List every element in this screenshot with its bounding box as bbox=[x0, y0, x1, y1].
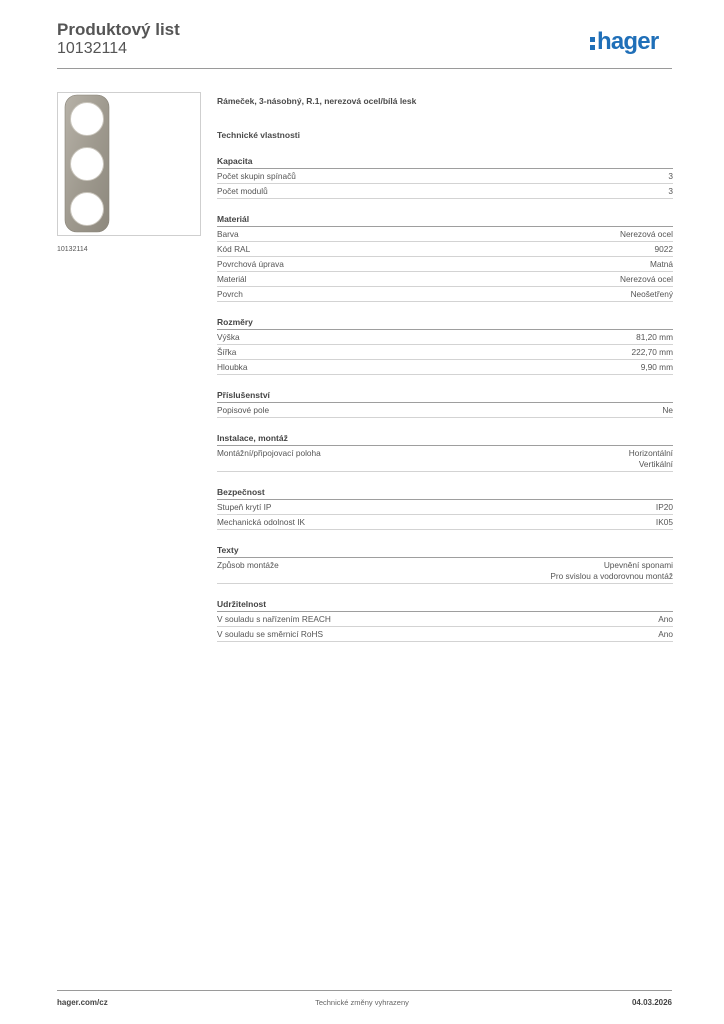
spec-value: 3 bbox=[668, 171, 673, 181]
spec-row bbox=[217, 287, 673, 302]
spec-label: Hloubka bbox=[217, 362, 248, 372]
footer-divider bbox=[57, 990, 672, 991]
section-title: Materiál bbox=[217, 214, 673, 227]
spec-row bbox=[217, 257, 673, 272]
spec-value-group bbox=[658, 629, 673, 640]
spec-value-group bbox=[631, 347, 673, 358]
spec-value-secondary: Vertikální bbox=[638, 459, 673, 469]
product-title: Rámeček, 3-násobný, R.1, nerezová ocel/bílá lesk bbox=[217, 96, 417, 106]
footer-notice: Technické změny vyhrazeny bbox=[315, 998, 409, 1007]
spec-value-group bbox=[662, 405, 673, 416]
spec-value-group bbox=[550, 560, 673, 582]
spec-row bbox=[217, 169, 673, 184]
spec-value: 81,20 mm bbox=[636, 332, 673, 342]
spec-value: IP20 bbox=[655, 502, 673, 512]
page-title: Produktový list bbox=[57, 20, 180, 39]
spec-row bbox=[217, 184, 673, 199]
hager-logo bbox=[590, 28, 658, 56]
spec-value-group bbox=[636, 332, 673, 343]
spec-value-group bbox=[656, 502, 673, 513]
spec-value: 9,90 mm bbox=[640, 362, 673, 372]
spec-label: Popisové pole bbox=[217, 405, 270, 415]
spec-label: Výška bbox=[217, 332, 240, 342]
product-image bbox=[57, 92, 201, 236]
footer-website: hager.com/cz bbox=[57, 998, 108, 1007]
spec-section bbox=[217, 317, 673, 375]
section-title: Bezpečnost bbox=[217, 487, 673, 500]
spec-section bbox=[217, 433, 673, 472]
spec-value: 3 bbox=[668, 186, 673, 196]
spec-sections bbox=[217, 156, 673, 642]
spec-row bbox=[217, 612, 673, 627]
spec-row bbox=[217, 330, 673, 345]
spec-label: Způsob montáže bbox=[217, 560, 279, 570]
spec-row bbox=[217, 242, 673, 257]
spec-row bbox=[217, 272, 673, 287]
spec-label: Povrch bbox=[217, 289, 243, 299]
section-title: Příslušenství bbox=[217, 390, 673, 403]
spec-section bbox=[217, 545, 673, 584]
spec-label: Barva bbox=[217, 229, 239, 239]
spec-value: Ne bbox=[662, 405, 673, 415]
spec-section bbox=[217, 487, 673, 530]
spec-value: Matná bbox=[649, 259, 673, 269]
spec-label: Montážní/připojovací poloha bbox=[217, 448, 321, 458]
spec-value: Nerezová ocel bbox=[619, 229, 673, 239]
product-number: 10132114 bbox=[57, 40, 127, 57]
spec-value-group bbox=[668, 171, 673, 182]
spec-label: Mechanická odolnost IK bbox=[217, 517, 306, 527]
spec-heading: Technické vlastnosti bbox=[217, 130, 300, 140]
spec-row bbox=[217, 558, 673, 584]
spec-label: Povrchová úprava bbox=[217, 259, 284, 269]
spec-label: Materiál bbox=[217, 274, 247, 284]
logo-text: hager bbox=[597, 28, 659, 55]
logo-dots-icon bbox=[590, 33, 595, 51]
spec-value: Upevnění sponami bbox=[603, 560, 673, 570]
spec-value-group bbox=[656, 517, 673, 528]
spec-section bbox=[217, 390, 673, 418]
section-title: Texty bbox=[217, 545, 673, 558]
spec-label: Počet modulů bbox=[217, 186, 268, 196]
spec-value: IK05 bbox=[655, 517, 673, 527]
spec-row bbox=[217, 500, 673, 515]
spec-label: Kód RAL bbox=[217, 244, 251, 254]
section-title: Udržitelnost bbox=[217, 599, 673, 612]
spec-row bbox=[217, 345, 673, 360]
spec-value-group bbox=[658, 614, 673, 625]
section-title: Rozměry bbox=[217, 317, 673, 330]
spec-row bbox=[217, 446, 673, 472]
spec-row bbox=[217, 515, 673, 530]
spec-section bbox=[217, 214, 673, 302]
spec-row bbox=[217, 627, 673, 642]
header-divider bbox=[57, 68, 672, 69]
spec-value: Horizontální bbox=[628, 448, 673, 458]
spec-value-group bbox=[668, 186, 673, 197]
spec-label: Počet skupin spínačů bbox=[217, 171, 296, 181]
spec-value-group bbox=[641, 362, 673, 373]
section-title: Kapacita bbox=[217, 156, 673, 169]
spec-row bbox=[217, 360, 673, 375]
spec-value-group bbox=[620, 274, 673, 285]
spec-label: Stupeň krytí IP bbox=[217, 502, 272, 512]
spec-label: Šířka bbox=[217, 347, 237, 357]
spec-label: V souladu se směrnicí RoHS bbox=[217, 629, 324, 639]
spec-value-group bbox=[620, 229, 673, 240]
spec-value: Nerezová ocel bbox=[619, 274, 673, 284]
spec-value-group bbox=[631, 289, 673, 300]
spec-row bbox=[217, 403, 673, 418]
section-title: Instalace, montáž bbox=[217, 433, 673, 446]
frame-illustration-icon bbox=[58, 93, 200, 235]
footer-date: 04.03.2026 bbox=[631, 998, 672, 1007]
spec-section bbox=[217, 156, 673, 199]
spec-value: 222,70 mm bbox=[631, 347, 673, 357]
spec-row bbox=[217, 227, 673, 242]
spec-content bbox=[217, 96, 673, 642]
spec-value-group bbox=[629, 448, 673, 470]
spec-section bbox=[217, 599, 673, 642]
spec-value: Neošetřený bbox=[630, 289, 673, 299]
image-caption: 10132114 bbox=[57, 246, 88, 253]
spec-value-secondary: Pro svislou a vodorovnou montáž bbox=[550, 571, 673, 581]
spec-value-group bbox=[650, 259, 673, 270]
spec-value: Ano bbox=[658, 629, 673, 639]
spec-value: Ano bbox=[658, 614, 673, 624]
spec-label: V souladu s nařízením REACH bbox=[217, 614, 331, 624]
spec-value: 9022 bbox=[654, 244, 673, 254]
spec-value-group bbox=[655, 244, 673, 255]
